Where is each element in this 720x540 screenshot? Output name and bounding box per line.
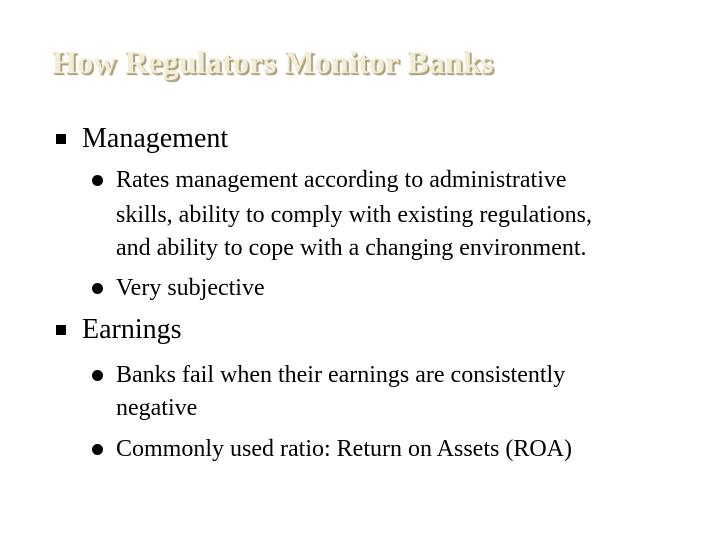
point-line: and ability to cope with a changing environment.	[116, 235, 587, 261]
point-line: Banks fail when their earnings are consistently	[116, 362, 566, 388]
section-heading: Earnings	[82, 314, 182, 345]
square-bullet-icon	[56, 134, 66, 144]
point-line: Commonly used ratio: Return on Assets (ROA)	[116, 436, 572, 462]
point-line: Very subjective	[116, 275, 265, 301]
round-bullet-icon	[92, 370, 103, 381]
round-bullet-icon	[92, 283, 103, 294]
square-bullet-icon	[56, 325, 66, 335]
section-heading: Management	[82, 123, 229, 154]
round-bullet-icon	[92, 175, 103, 186]
slide-title: How Regulators Monitor Banks	[52, 44, 494, 80]
round-bullet-icon	[92, 444, 103, 455]
point-line: negative	[116, 395, 198, 421]
point-line: Rates management according to administrative	[116, 167, 567, 193]
point-line: skills, ability to comply with existing regulations,	[116, 202, 592, 228]
